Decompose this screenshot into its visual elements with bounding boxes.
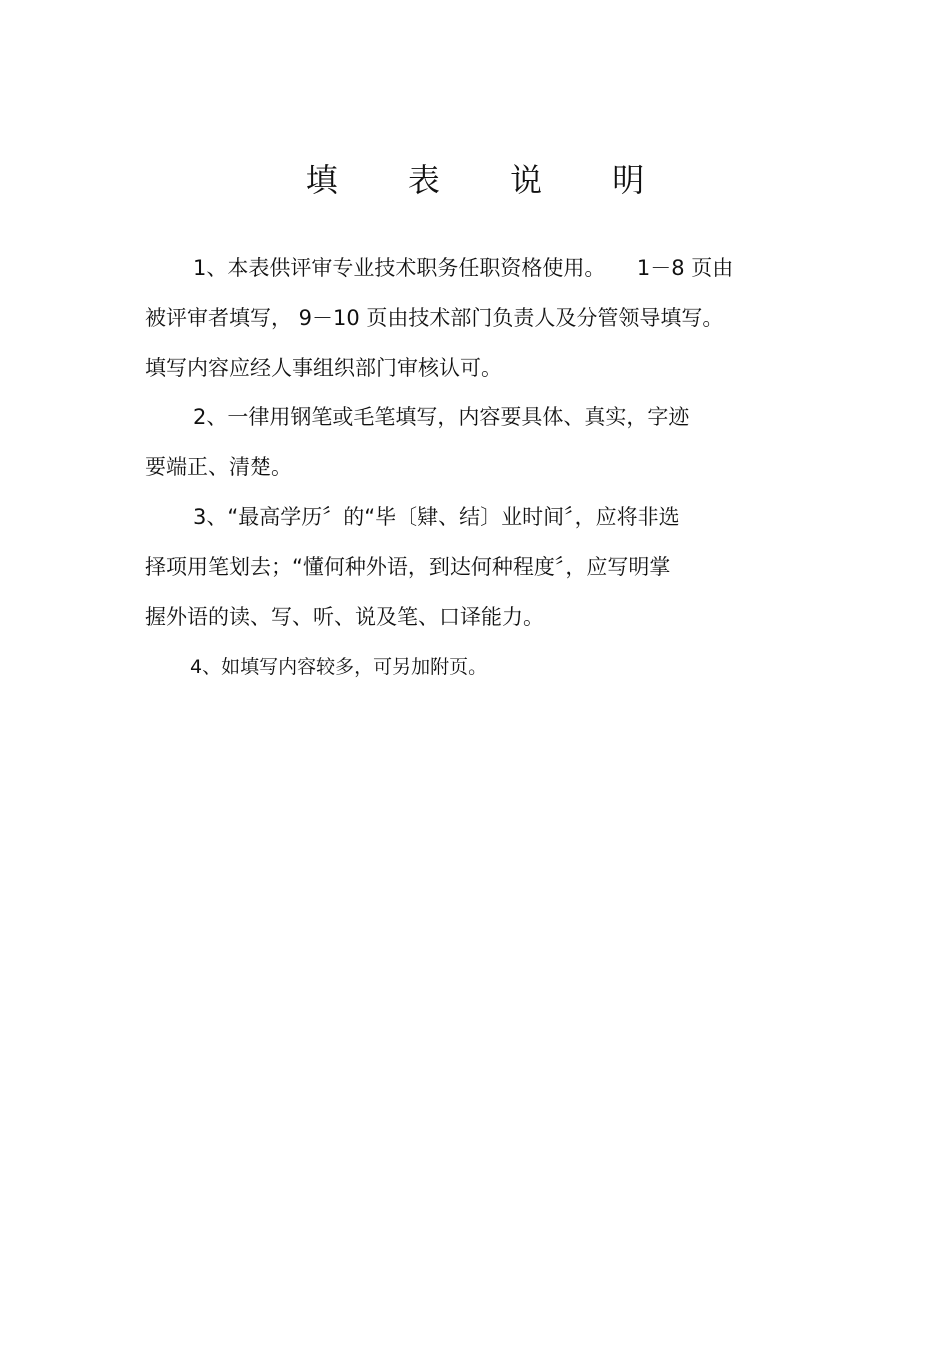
instruction-3-line-2: 择项用笔划去；“懂何种外语，到达何种程度〞，应写明掌	[145, 555, 671, 579]
page-title: 填 表 说 明	[305, 161, 675, 199]
instruction-2-line-2: 要端正、清楚。	[145, 455, 292, 479]
instruction-3-line-3: 握外语的读、写、听、说及笔、口译能力。	[145, 605, 544, 629]
instruction-3-line-1: 3、“最高学历〞的“毕〔肄、结〕业时间〞，应将非选	[193, 505, 680, 529]
instruction-1-line-1: 1、本表供评审专业技术职务任职资格使用。 1－8 页由	[193, 256, 734, 280]
instruction-2-line-1: 2、一律用钢笔或毛笔填写，内容要具体、真实，字迹	[193, 405, 690, 429]
instruction-1-line-2: 被评审者填写， 9－10 页由技术部门负责人及分管领导填写。	[145, 306, 724, 330]
instruction-4-line-1: 4、如填写内容较多，可另加附页。	[190, 656, 488, 678]
instruction-1-line-3: 填写内容应经人事组织部门审核认可。	[145, 356, 502, 380]
